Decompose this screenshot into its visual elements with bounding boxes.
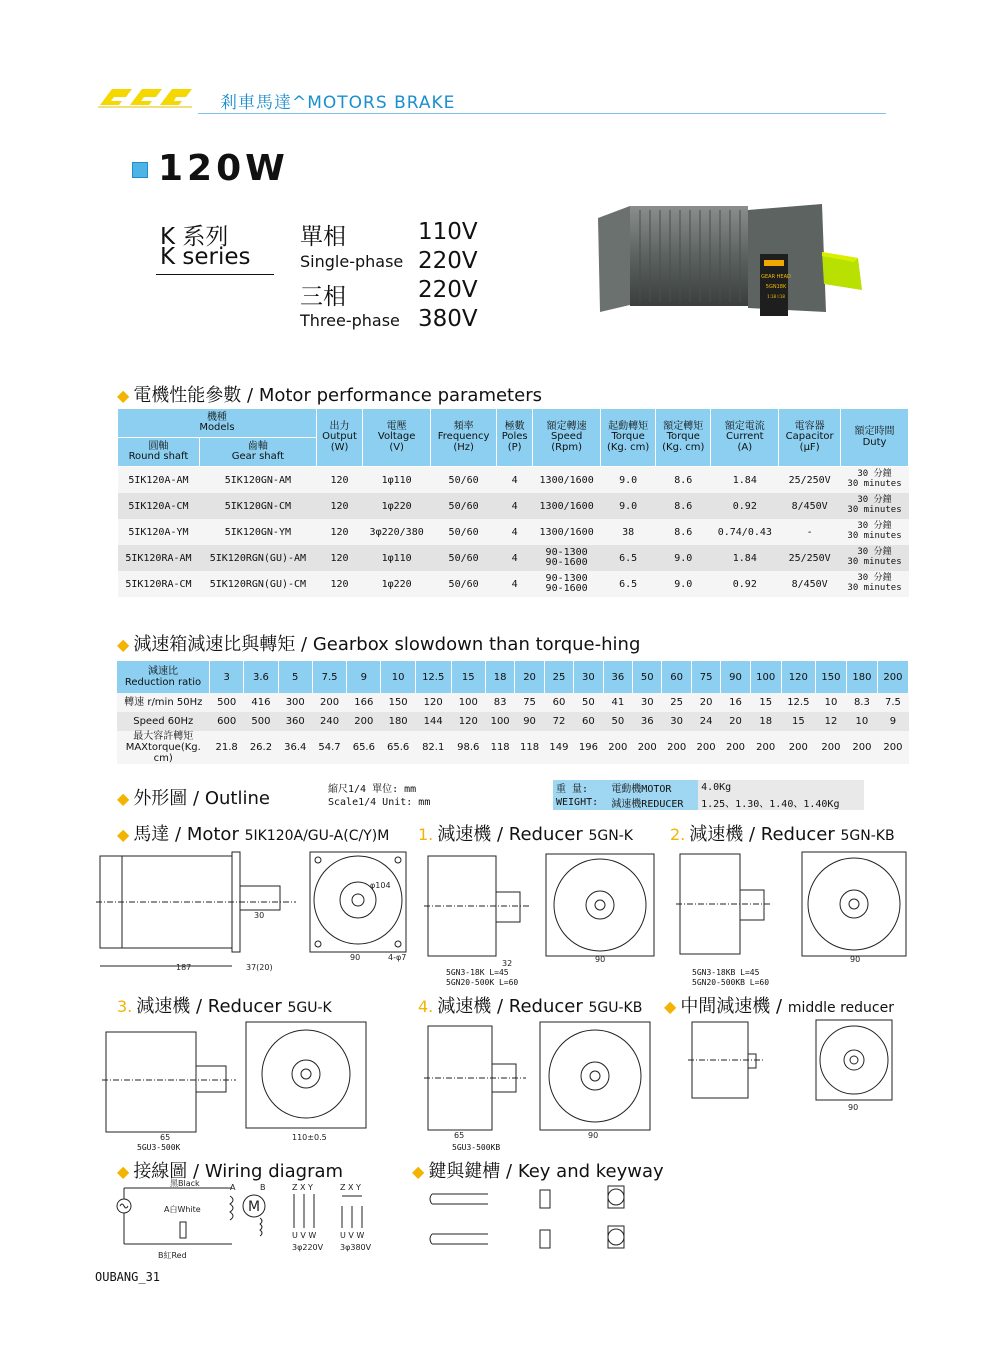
table-cell: 1300/1600 — [533, 467, 601, 494]
speed60-cell: 20 — [721, 712, 750, 731]
terminal-b-label: B — [260, 1183, 266, 1192]
ratios-cell: 100 — [750, 661, 781, 693]
reducer2-note2: 5GN20-500KB L=60 — [692, 978, 770, 987]
page-footer: OUBANG_31 — [95, 1270, 161, 1284]
table-cell: 0.74/0.43 — [711, 519, 779, 545]
svg-text:90: 90 — [595, 955, 606, 964]
weight-key-en: WEIGHT: — [553, 795, 608, 810]
table-row — [118, 467, 909, 494]
ratios-cell: 200 — [877, 661, 908, 693]
svg-text:30: 30 — [254, 911, 265, 920]
reducer1-title-en: Reducer — [508, 824, 583, 845]
table-cell: 120 — [316, 571, 362, 597]
col-gear-shaft: 齒軸 Gear shaft — [199, 438, 316, 467]
number-badge-icon: 2. — [670, 825, 686, 844]
middle-title-en: middle reducer — [787, 1000, 894, 1016]
duty-cell: 30 分鐘 30 minutes — [841, 545, 909, 571]
ratios-cell: 10 — [381, 661, 415, 693]
speed50-cell: 25 — [662, 693, 691, 712]
weight-reducer-label: 減速機REDUCER — [608, 795, 698, 810]
speed50-cell: 100 — [451, 693, 485, 712]
terminal-a-label: A — [230, 1183, 236, 1192]
table-cell: 90-1300 90-1600 — [533, 571, 601, 597]
weight-table — [553, 780, 864, 810]
table-cell: 50/60 — [431, 519, 497, 545]
speed50-cell: 16 — [721, 693, 750, 712]
table-cell: 90-1300 90-1600 — [533, 545, 601, 571]
speed60-cell: 600 — [210, 712, 244, 731]
outline-heading: ◆ 外形圖 / Outline — [117, 788, 270, 809]
ratio-label: 減速比 Reduction ratio — [117, 661, 210, 693]
table-cell: 5IK120RA-AM — [118, 545, 200, 571]
speed60-cell: 180 — [381, 712, 415, 731]
outline-title-en: Outline — [204, 788, 270, 809]
torque-cell: 200 — [750, 731, 781, 764]
torque-cell: 200 — [662, 731, 691, 764]
ratios-cell: 18 — [485, 661, 514, 693]
table-cell: 3φ220/380 — [363, 519, 431, 545]
svg-text:37(20): 37(20) — [246, 963, 273, 972]
table-cell: 8.6 — [656, 493, 711, 519]
terminals-zxy-220: Z X Y — [292, 1183, 313, 1192]
diamond-bullet-icon: ◆ — [117, 635, 130, 654]
speed50-cell: 83 — [485, 693, 514, 712]
table-cell: 1300/1600 — [533, 519, 601, 545]
col-duty: 額定時間 Duty — [841, 409, 909, 467]
ratios-cell: 5 — [278, 661, 312, 693]
reducer3-heading: 3. 減速機 / Reducer 5GU-K — [117, 996, 332, 1017]
reducer2-heading: 2. 減速機 / Reducer 5GN-KB — [670, 824, 895, 845]
reducer2-title-cn: 減速機 — [689, 824, 744, 845]
table-cell: 4 — [497, 571, 533, 597]
table-cell: 5IK120A-AM — [118, 467, 200, 494]
svg-text:90: 90 — [350, 953, 361, 962]
reducer2-model: 5GN-KB — [840, 828, 895, 844]
col-voltage: 電壓 Voltage (V) — [363, 409, 431, 467]
terminals-uvw-220: U V W — [292, 1231, 317, 1240]
speed50-cell: 8.3 — [846, 693, 877, 712]
speed50-cell: 120 — [415, 693, 451, 712]
speed50-cell: 15 — [750, 693, 781, 712]
speed60-cell: 10 — [846, 712, 877, 731]
speed50-cell: 416 — [244, 693, 278, 712]
torque-label: 最大容許轉矩 MAXtorque(Kg. cm) — [117, 731, 210, 764]
speed60-cell: 12 — [815, 712, 846, 731]
label-ratio: 1:18 I:18 — [767, 294, 785, 299]
table-cell: 120 — [316, 467, 362, 494]
table-cell: 5IK120GN-CM — [199, 493, 316, 519]
reducer2-note1: 5GN3-18KB L=45 — [692, 968, 760, 977]
motor-model: 5IK120A/GU-A(C/Y)M — [244, 828, 390, 844]
speed60-cell: 500 — [244, 712, 278, 731]
ratios-cell: 180 — [846, 661, 877, 693]
voltage-380: 380V — [418, 306, 478, 332]
svg-text:110±0.5: 110±0.5 — [292, 1133, 327, 1142]
weight-reducer-value: 1.25、1.30、1.40、1.40Kg — [698, 795, 864, 810]
table-cell: 4 — [497, 545, 533, 571]
speed60-cell: 36 — [633, 712, 662, 731]
speed60-cell: 200 — [347, 712, 381, 731]
reducer2-title-en: Reducer — [760, 824, 835, 845]
motor-title-en: Motor — [186, 824, 239, 845]
speed50-cell: 200 — [312, 693, 346, 712]
reducer3-title-cn: 減速機 — [136, 996, 191, 1017]
table-cell: 5IK120GN-YM — [199, 519, 316, 545]
torque-cell: 196 — [574, 731, 603, 764]
ratios-cell: 36 — [603, 661, 632, 693]
torque-cell: 200 — [721, 731, 750, 764]
power-rating: 120W — [158, 148, 289, 189]
number-badge-icon: 1. — [418, 825, 434, 844]
speed50-cell: 20 — [691, 693, 720, 712]
speed60-cell: 360 — [278, 712, 312, 731]
reducer4-title-cn: 減速機 — [437, 996, 492, 1017]
speed50-cell: 7.5 — [877, 693, 908, 712]
col-capacitor: 電容器 Capacitor (μF) — [779, 409, 841, 467]
speed50-cell: 50 — [574, 693, 603, 712]
gear-motor-photo — [590, 196, 872, 336]
scale-en: Scale1/4 Unit: mm — [328, 796, 431, 808]
svg-text:φ104: φ104 — [370, 881, 391, 890]
svg-text:65: 65 — [454, 1131, 465, 1140]
torque-cell: 65.6 — [381, 731, 415, 764]
speed60-cell: 120 — [451, 712, 485, 731]
torque-cell: 36.4 — [278, 731, 312, 764]
torque-cell: 200 — [815, 731, 846, 764]
col-current: 額定電流 Current (A) — [711, 409, 779, 467]
speed60-cell: 15 — [781, 712, 815, 731]
speed60-cell: 18 — [750, 712, 781, 731]
col-output: 出力 Output (W) — [316, 409, 362, 467]
col-models: 機種 Models — [118, 409, 317, 438]
single-phase-cn: 單相 — [300, 224, 346, 250]
svg-text:187: 187 — [176, 963, 192, 972]
speed60-cell: 72 — [544, 712, 573, 731]
ratios-cell: 75 — [691, 661, 720, 693]
table-cell: 5IK120A-CM — [118, 493, 200, 519]
table-cell: 1φ220 — [363, 571, 431, 597]
single-phase-en: Single-phase — [300, 252, 404, 271]
ratios-cell: 60 — [662, 661, 691, 693]
diamond-bullet-icon: ◆ — [117, 825, 130, 844]
col-poles: 極數 Poles (P) — [497, 409, 533, 467]
key-keyway-drawing — [428, 1180, 656, 1264]
weight-key-cn: 重 量: — [553, 780, 608, 795]
table-cell: 25/250V — [779, 467, 841, 494]
reducer1-model: 5GN-K — [588, 828, 633, 844]
speed50-cell: 75 — [515, 693, 544, 712]
diamond-bullet-icon: ◆ — [412, 1162, 425, 1181]
ratios-cell: 3.6 — [244, 661, 278, 693]
speed60-cell: 144 — [415, 712, 451, 731]
speed60-cell: 9 — [877, 712, 908, 731]
square-bullet-icon — [132, 162, 148, 178]
scale-cn: 縮尺1/4 單位: mm — [328, 784, 417, 795]
reducer3-note: 5GU3-500K — [137, 1143, 181, 1152]
reducer1-outline-drawing — [420, 848, 660, 968]
performance-table — [117, 408, 909, 597]
terminals-zxy-380: Z X Y — [340, 1183, 361, 1192]
speed50-cell: 30 — [633, 693, 662, 712]
table-cell: 120 — [316, 493, 362, 519]
table-cell: 25/250V — [779, 545, 841, 571]
gearbox-table — [117, 661, 909, 764]
speed50-cell: 41 — [603, 693, 632, 712]
duty-cell: 30 分鐘 30 minutes — [841, 571, 909, 597]
wiring-diagram — [112, 1178, 382, 1262]
table-cell: 8/450V — [779, 493, 841, 519]
table-cell: 8.6 — [656, 519, 711, 545]
ratios-cell: 7.5 — [312, 661, 346, 693]
table-cell: 1300/1600 — [533, 493, 601, 519]
table-cell: 50/60 — [431, 545, 497, 571]
table-cell: 50/60 — [431, 467, 497, 494]
table-cell: 38 — [601, 519, 656, 545]
svg-text:65: 65 — [160, 1133, 171, 1142]
torque-cell: 54.7 — [312, 731, 346, 764]
wire-white-label: A白White — [164, 1205, 201, 1214]
gearbox-heading: ◆ 減速箱減速比與轉矩 / Gearbox slowdown than torque-hing — [117, 634, 641, 655]
three-phase-cn: 三相 — [300, 284, 346, 310]
motor-title-cn: 馬達 — [133, 824, 170, 845]
table-cell: 1.84 — [711, 467, 779, 494]
key-heading: ◆ 鍵與鍵槽 / Key and keyway — [412, 1161, 664, 1182]
table-row — [118, 519, 909, 545]
voltage-3ph-380: 3φ380V — [340, 1243, 372, 1252]
table-cell: 4 — [497, 493, 533, 519]
voltage-3ph-220: 3φ220V — [292, 1243, 324, 1252]
motor-outline-drawing — [96, 848, 414, 973]
speed-60hz-label: Speed 60Hz — [117, 712, 210, 731]
table-cell: 9.0 — [601, 467, 656, 494]
diamond-bullet-icon: ◆ — [117, 789, 130, 808]
middle-reducer-drawing — [688, 1016, 910, 1116]
table-cell: 9.0 — [656, 545, 711, 571]
motor-heading: ◆ 馬達 / Motor 5IK120A/GU-A(C/Y)M — [117, 824, 390, 845]
torque-cell: 118 — [485, 731, 514, 764]
svg-text:90: 90 — [848, 1103, 859, 1112]
torque-cell: 118 — [515, 731, 544, 764]
reducer1-title-cn: 減速機 — [437, 824, 492, 845]
table-cell: 1φ220 — [363, 493, 431, 519]
speed60-cell: 240 — [312, 712, 346, 731]
table-cell: 5IK120GN-AM — [199, 467, 316, 494]
wiring-heading: ◆ 接線圖 / Wiring diagram — [117, 1161, 344, 1182]
col-start-torque: 起動轉矩 Torque (Kg. cm) — [601, 409, 656, 467]
voltage-220-three: 220V — [418, 277, 478, 303]
torque-cell: 65.6 — [347, 731, 381, 764]
number-badge-icon: 3. — [117, 997, 133, 1016]
reducer1-heading: 1. 減速機 / Reducer 5GN-K — [418, 824, 633, 845]
speed50-cell: 60 — [544, 693, 573, 712]
series-name-en: K series — [160, 244, 251, 270]
series-underline — [156, 274, 274, 275]
speed60-cell: 50 — [603, 712, 632, 731]
table-row — [118, 493, 909, 519]
torque-cell: 98.6 — [451, 731, 485, 764]
col-round-shaft: 圓軸 Round shaft — [118, 438, 200, 467]
ratios-cell: 120 — [781, 661, 815, 693]
torque-cell: 200 — [633, 731, 662, 764]
speed50-cell: 10 — [815, 693, 846, 712]
reducer3-model: 5GU-K — [287, 1000, 332, 1016]
weight-motor-value: 4.0Kg — [698, 780, 864, 795]
voltage-110: 110V — [418, 219, 478, 245]
wire-black-label: 黑Black — [170, 1179, 200, 1188]
diamond-bullet-icon: ◆ — [117, 1162, 130, 1181]
performance-title-cn: 電機性能參數 — [133, 385, 242, 406]
table-cell: 8/450V — [779, 571, 841, 597]
svg-text:4-φ7: 4-φ7 — [388, 953, 407, 962]
torque-cell: 200 — [877, 731, 908, 764]
speed60-cell: 90 — [515, 712, 544, 731]
reducer1-note2: 5GN20-500K L=60 — [446, 978, 519, 987]
wiring-title-cn: 接線圖 — [133, 1161, 188, 1182]
label-model: 5GN18K — [765, 284, 787, 290]
torque-cell: 200 — [691, 731, 720, 764]
label-gear-head: GEAR HEAD — [761, 274, 791, 280]
speed50-cell: 150 — [381, 693, 415, 712]
terminals-uvw-380: U V W — [340, 1231, 365, 1240]
reducer4-model: 5GU-KB — [588, 1000, 643, 1016]
speed60-cell: 100 — [485, 712, 514, 731]
reducer1-note1: 5GN3-18K L=45 — [446, 968, 509, 977]
diamond-bullet-icon: ◆ — [664, 997, 677, 1016]
speed60-cell: 24 — [691, 712, 720, 731]
duty-cell: 30 分鐘 30 minutes — [841, 493, 909, 519]
middle-title-cn: 中間減速機 — [680, 996, 771, 1017]
reducer2-outline-drawing — [672, 846, 912, 966]
table-cell: 5IK120A-YM — [118, 519, 200, 545]
gearbox-title-cn: 減速箱減速比與轉矩 — [133, 634, 296, 655]
table-cell: 5IK120RA-CM — [118, 571, 200, 597]
voltage-220-single: 220V — [418, 248, 478, 274]
ratios-cell: 12.5 — [415, 661, 451, 693]
reducer3-title-en: Reducer — [207, 996, 282, 1017]
diamond-bullet-icon: ◆ — [117, 386, 130, 405]
table-row — [118, 545, 909, 571]
torque-cell: 200 — [781, 731, 815, 764]
wiring-title-en: Wiring diagram — [204, 1161, 344, 1182]
gearbox-title-en: Gearbox slowdown than torque-hing — [312, 634, 641, 655]
speed50-cell: 300 — [278, 693, 312, 712]
svg-text:32: 32 — [502, 959, 513, 968]
table-cell: 9.0 — [656, 571, 711, 597]
table-cell: - — [779, 519, 841, 545]
key-title-cn: 鍵與鍵槽 — [428, 1161, 501, 1182]
speed-50hz-label: 轉速 r/min 50Hz — [117, 693, 210, 712]
table-cell: 1.84 — [711, 545, 779, 571]
torque-cell: 26.2 — [244, 731, 278, 764]
speed50-cell: 12.5 — [781, 693, 815, 712]
torque-cell: 200 — [603, 731, 632, 764]
motor-symbol: M — [248, 1199, 261, 1215]
svg-text:90: 90 — [850, 955, 861, 964]
speed60-cell: 60 — [574, 712, 603, 731]
torque-cell: 200 — [846, 731, 877, 764]
number-badge-icon: 4. — [418, 997, 434, 1016]
table-cell: 120 — [316, 519, 362, 545]
reducer4-heading: 4. 減速機 / Reducer 5GU-KB — [418, 996, 643, 1017]
key-title-en: Key and keyway — [517, 1161, 664, 1182]
header-title: 剎車馬達^MOTORS BRAKE — [220, 93, 456, 113]
reducer4-outline-drawing — [420, 1016, 660, 1142]
torque-cell: 149 — [544, 731, 573, 764]
col-rated-torque: 額定轉矩 Torque (Kg. cm) — [656, 409, 711, 467]
ratios-cell: 20 — [515, 661, 544, 693]
table-cell: 120 — [316, 545, 362, 571]
table-cell: 6.5 — [601, 571, 656, 597]
middle-reducer-heading: ◆ 中間減速機 / middle reducer — [664, 996, 894, 1017]
speed60-cell: 30 — [662, 712, 691, 731]
three-phase-en: Three-phase — [300, 311, 400, 330]
reducer4-note: 5GU3-500KB — [452, 1143, 501, 1152]
table-cell: 5IK120RGN(GU)-AM — [199, 545, 316, 571]
header-divider — [198, 113, 886, 114]
ratios-cell: 9 — [347, 661, 381, 693]
table-cell: 6.5 — [601, 545, 656, 571]
table-cell: 5IK120RGN(GU)-CM — [199, 571, 316, 597]
svg-text:90: 90 — [588, 1131, 599, 1140]
series-name-cn: K 系列 — [160, 224, 229, 250]
wire-red-label: B紅Red — [158, 1251, 187, 1260]
table-row — [118, 571, 909, 597]
reducer3-outline-drawing — [96, 1016, 406, 1142]
table-cell: 0.92 — [711, 571, 779, 597]
outline-title-cn: 外形圖 — [133, 788, 188, 809]
speed50-cell: 166 — [347, 693, 381, 712]
performance-title-en: Motor performance parameters — [258, 385, 542, 406]
table-cell: 1φ110 — [363, 467, 431, 494]
ratios-cell: 3 — [210, 661, 244, 693]
brand-logo — [96, 86, 194, 108]
ratios-cell: 150 — [815, 661, 846, 693]
weight-motor-label: 電動機MOTOR — [608, 780, 698, 795]
table-cell: 4 — [497, 467, 533, 494]
scale-note — [328, 784, 430, 809]
duty-cell: 30 分鐘 30 minutes — [841, 467, 909, 494]
ratios-cell: 30 — [574, 661, 603, 693]
ratios-cell: 90 — [721, 661, 750, 693]
table-cell: 8.6 — [656, 467, 711, 494]
table-cell: 50/60 — [431, 493, 497, 519]
torque-cell: 21.8 — [210, 731, 244, 764]
table-cell: 9.0 — [601, 493, 656, 519]
reducer4-title-en: Reducer — [508, 996, 583, 1017]
table-cell: 1φ110 — [363, 545, 431, 571]
speed50-cell: 500 — [210, 693, 244, 712]
duty-cell: 30 分鐘 30 minutes — [841, 519, 909, 545]
col-speed: 額定轉速 Speed (Rpm) — [533, 409, 601, 467]
col-frequency: 頻率 Frequency (Hz) — [431, 409, 497, 467]
performance-heading: ◆ 電機性能參數 / Motor performance parameters — [117, 385, 542, 406]
ratios-cell: 25 — [544, 661, 573, 693]
ratios-cell: 15 — [451, 661, 485, 693]
table-cell: 4 — [497, 519, 533, 545]
table-cell: 0.92 — [711, 493, 779, 519]
torque-cell: 82.1 — [415, 731, 451, 764]
table-cell: 50/60 — [431, 571, 497, 597]
ratios-cell: 50 — [633, 661, 662, 693]
